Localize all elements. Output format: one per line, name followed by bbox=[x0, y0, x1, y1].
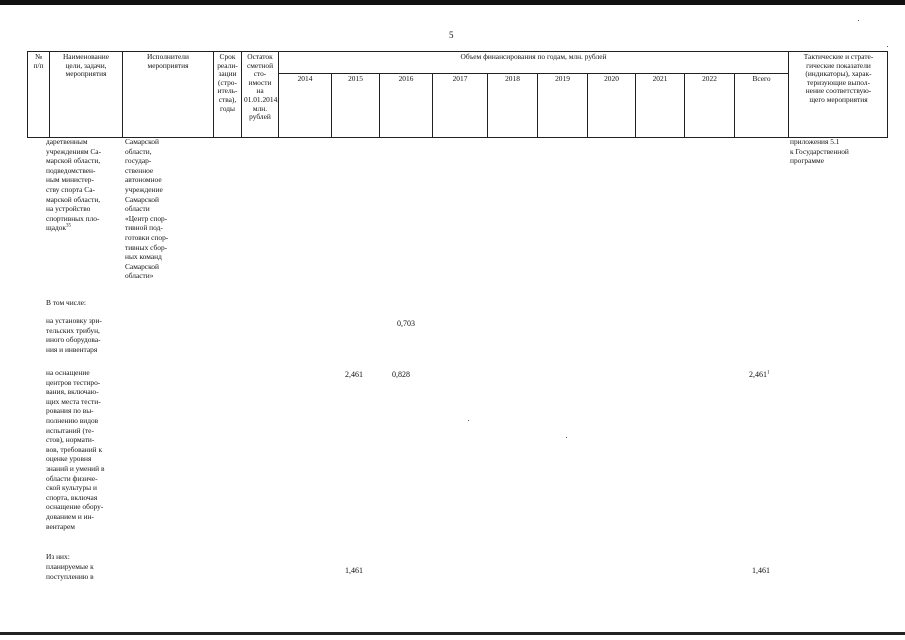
scan-speck bbox=[468, 420, 469, 421]
header-year-2022: 2022 bbox=[684, 73, 734, 138]
row1-executors: Самарской области, государ- ственное автономное учреждение Самарской области «Центр спор- тивной под- готовки спор- тивных сбор- ных команд Самарской области» bbox=[125, 137, 169, 281]
row3-name: на оснащение центров тестиро- вания, включаю- щих места тести- рования по вы- полнению видов испытаний (те- стов), нормати- вов, требований к оценке уровня знаний и умений в области физиче- ской культуры и спорта, включая оснащение обору- дованием и ин- вентарем bbox=[46, 368, 105, 531]
row1-footnote-mark: 35 bbox=[66, 223, 72, 229]
header-name: Наименование цели, задачи, мероприятия bbox=[49, 51, 122, 138]
including-label: В том числе: bbox=[46, 298, 86, 307]
header-indicators: Тактические и страте- гические показатели (индикаторы), харак- теризующие выпол- нение соответствую- щего мероприятия bbox=[788, 51, 888, 138]
row3-footnote-mark: 1 bbox=[767, 370, 770, 376]
header-number: № п/п bbox=[27, 51, 49, 138]
of-them-label: Из них: bbox=[46, 552, 70, 561]
row2-value-2016: 0,703 bbox=[397, 319, 415, 328]
row3-value-total bbox=[749, 370, 770, 379]
header-year-2021: 2021 bbox=[635, 73, 684, 138]
header-year-2017: 2017 bbox=[432, 73, 487, 138]
header-year-2016: 2016 bbox=[379, 73, 432, 138]
scan-speck bbox=[858, 20, 859, 21]
row1-indicator: приложения 5.1 к Государственной программе bbox=[790, 137, 849, 166]
top-border bbox=[0, 0, 905, 5]
header-executors: Исполнители мероприятия bbox=[122, 51, 213, 138]
row4-value-total: 1,461 bbox=[752, 566, 770, 575]
bottom-border bbox=[0, 632, 905, 635]
header-year-2018: 2018 bbox=[487, 73, 537, 138]
scan-speck bbox=[566, 437, 567, 438]
header-year-2019: 2019 bbox=[537, 73, 587, 138]
financing-table bbox=[27, 51, 888, 138]
header-funding: Объем финансирования по годам, млн. рублей bbox=[278, 51, 788, 73]
header-remainder: Остаток сметной сто- имости на 01.01.2014, млн. рублей bbox=[241, 51, 278, 138]
row1-name bbox=[46, 137, 101, 233]
row3-value-2016: 0,828 bbox=[392, 370, 410, 379]
row3-total-text: 2,461 bbox=[749, 370, 767, 379]
table-header bbox=[27, 51, 888, 138]
row3-value-2015: 2,461 bbox=[345, 370, 363, 379]
row1-name-text: даретвенным учреждениям Са- марской области, подведомствен- ным министер- ству спорта Са- марской области, на устройство спортивных пло- щадок bbox=[46, 137, 102, 233]
header-year-2015: 2015 bbox=[331, 73, 379, 138]
page-number: 5 bbox=[449, 30, 454, 40]
header-year-2014: 2014 bbox=[278, 73, 331, 138]
header-total: Всего bbox=[734, 73, 788, 138]
header-term: Срок реали- зации (стро- итель- ства), годы bbox=[213, 51, 241, 138]
header-year-2020: 2020 bbox=[587, 73, 635, 138]
scan-speck bbox=[887, 46, 888, 47]
row4-name: планируемые к поступлению в bbox=[46, 562, 94, 581]
row4-value-2015: 1,461 bbox=[345, 566, 363, 575]
row2-name: на установку зри- тельских трибун, иного оборудова- ния и инвентаря bbox=[46, 316, 102, 354]
